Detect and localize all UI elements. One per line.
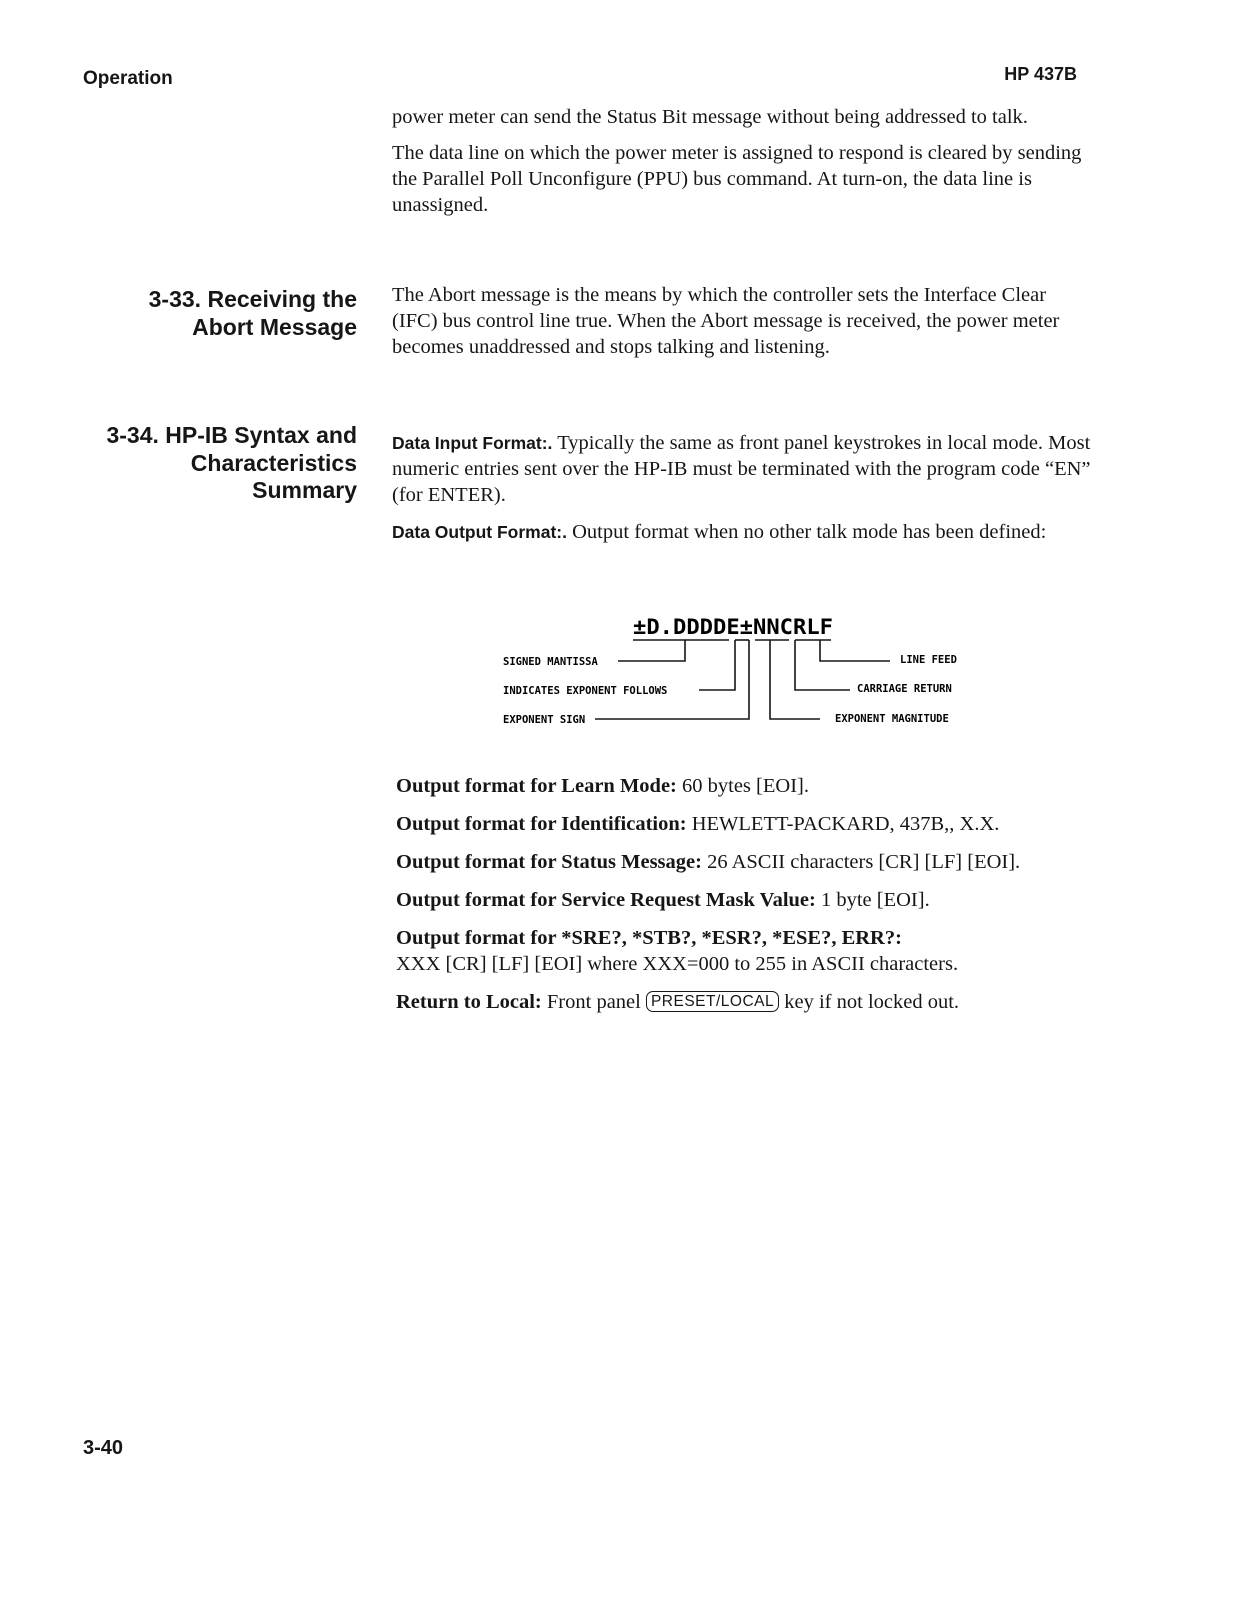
spec-return-to-local-pre: Front panel: [546, 991, 641, 1013]
spec-service-request-mask-label: Output format for Service Request Mask Value:: [396, 889, 816, 911]
section-3-34-body: [392, 430, 1092, 545]
section-3-34-title: [57, 422, 357, 505]
section-3-33-title-line2: Abort Message: [192, 313, 357, 340]
section-3-33-body: [392, 282, 1092, 360]
output-format-diagram: [495, 608, 995, 733]
label-exponent-magnitude: EXPONENT MAGNITUDE: [835, 713, 949, 725]
output-specifications: [396, 773, 1096, 1015]
data-input-format-text: Typically the same as front panel keystrokes in local mode. Most numeric entries sent over the HP-IB must be terminated with the program code “EN” (for ENTER).: [392, 432, 1091, 506]
spec-query-outputs: [396, 925, 1096, 977]
spec-query-outputs-label: Output format for *SRE?, *STB?, *ESR?, *ESE?, ERR?:: [396, 927, 902, 949]
section-3-34-title-line2: Characteristics: [190, 449, 357, 476]
preset-local-key: PRESET/LOCAL: [646, 991, 779, 1012]
spec-learn-mode: [396, 773, 1096, 799]
data-output-format-text: Output format when no other talk mode has been defined:: [572, 521, 1047, 543]
label-signed-mantissa: SIGNED MANTISSA: [503, 656, 598, 668]
label-line-feed: LINE FEED: [900, 654, 957, 666]
output-format-string: ±D.DDDDE±NNCRLF: [633, 615, 833, 639]
running-header-section: Operation: [83, 68, 173, 89]
abort-paragraph: The Abort message is the means by which the controller sets the Interface Clear (IFC) bus control line true. When the Abort message is received, the power meter becomes unaddressed and stops talking and listening.: [392, 284, 1060, 358]
section-3-34-title-line3: Summary: [252, 477, 357, 503]
spec-status-message: [396, 849, 1046, 875]
spec-return-to-local: [396, 989, 1096, 1015]
data-output-format-label: Data Output Format:.: [392, 522, 567, 542]
intro-block: [392, 104, 1092, 218]
diagram-leader-lines: [595, 640, 890, 719]
data-input-format-paragraph: [392, 430, 1092, 508]
intro-paragraph-1: power meter can send the Status Bit message without being addressed to talk.: [392, 106, 1028, 128]
spec-status-message-value: 26 ASCII characters [CR] [LF] [EOI].: [707, 851, 1021, 873]
spec-return-to-local-label: Return to Local:: [396, 991, 542, 1013]
spec-learn-mode-value: 60 bytes [EOI].: [682, 775, 809, 797]
spec-query-outputs-value: XXX [CR] [LF] [EOI] where XXX=000 to 255 in ASCII characters.: [396, 953, 959, 975]
data-input-format-label: Data Input Format:.: [392, 433, 553, 453]
spec-identification-label: Output format for Identification:: [396, 813, 687, 835]
section-3-34-title-line1: 3-34. HP-IB Syntax and: [106, 422, 357, 448]
section-3-33-title-line1: 3-33. Receiving the: [148, 286, 357, 312]
spec-status-message-label: Output format for Status Message:: [396, 851, 702, 873]
section-3-33-title: [57, 286, 357, 341]
page-number: 3-40: [83, 1437, 124, 1459]
running-header-model: HP 437B: [1004, 64, 1077, 84]
spec-identification-value: HEWLETT-PACKARD, 437B,, X.X.: [691, 813, 1000, 835]
spec-service-request-mask-value: 1 byte [EOI].: [820, 889, 930, 911]
data-output-format-paragraph: [392, 519, 1092, 545]
label-carriage-return: CARRIAGE RETURN: [857, 683, 952, 695]
spec-learn-mode-label: Output format for Learn Mode:: [396, 775, 677, 797]
spec-return-to-local-post: key if not locked out.: [784, 991, 960, 1013]
spec-identification: [396, 811, 1096, 837]
spec-service-request-mask: [396, 887, 1096, 913]
intro-paragraph-2: The data line on which the power meter is assigned to respond is cleared by sending the Parallel Poll Unconfigure (PPU) bus command. At turn-on, the data line is unassigned.: [392, 142, 1082, 216]
label-exponent-sign: EXPONENT SIGN: [503, 714, 586, 726]
label-indicates-exponent-follows: INDICATES EXPONENT FOLLOWS: [503, 685, 668, 697]
